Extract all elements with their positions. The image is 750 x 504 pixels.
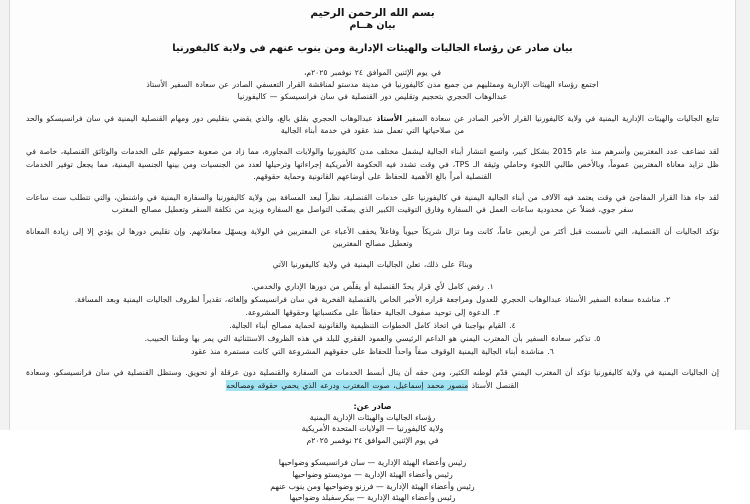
signer-line: رئيس وأعضاء الهيئة الإدارية — بيكرسفيلد وضواحيها [289,493,456,503]
closing-highlighted-text: منصور محمد إسماعيل، صوت المغترب ودرعه الذي يحمي حقوقه ومصالحه [226,380,469,390]
issued-by-line: في يوم الإثنين الموافق ٢٤ نوفمبر ٢٠٢٥م [306,435,439,445]
signers-block [26,457,719,504]
issued-by-line: ولاية كاليفورنيا — الولايات المتحدة الأمريكية [301,424,444,434]
document-page [9,0,736,503]
paragraph-surprise-decision: لقد جاء هذا القرار المفاجئ في وقت يعتمد فيه الآلاف من أبناء الجالية اليمنية في كاليفورنيا على خدمات القنصلية، نظراً لبعد المسافة بين ولاية كاليفورنيا والسفارة اليمنية في واشنطن، والتي تتطلب ست ساعات سفر جوي، فضلاً عن محدودية ساعات العمل في السفارة وفارق التوقيت الكبير الذي يصعّب التواصل مع السفارة ويزيد من تكلفة السفر وتعطيل مصالح المغترب [26,193,719,215]
resolution-item: ٦. مناشدة أبناء الجالية اليمنية الوقوف صفاً واحداً للحفاظ على حقوقهم المشروعة التي كانت مستمرة منذ عقود [191,347,554,357]
paragraph-growth: لقد تضاعف عدد المغتربين وأسرهم منذ عام 2015 بشكل كبير، واتسع انتشار أبناء الجالية ليشمل مختلف مدن كاليفورنيا والولايات المجاورة، مما زاد من صعوبة حصولهم على الخدمات والوثائق القنصلية، خاصة في ظل تزايد معاناة المغتربين عموماً، وبالأخص طالبي اللجوء وحاملي وثيقة الـ TPS، في وقت تشدد فيه الحكومة الأمريكية إجراءاتها وترحيلها لعدد من الجنسيات ومن بينها الجنسية اليمنية، مما يجعل توفير الخدمات القنصلية أمراً بالغ الأهمية للحفاظ على أوضاعهم القانونية وحماية حقوقهم. [26,147,719,181]
resolutions-list [26,281,719,359]
issued-by-label: صادر عن: [353,402,392,412]
resolution-item: ١. رفض كامل لأي قرار يحدّ القنصلية أو يقلّص من دورها الإداري والخدمي. [251,281,494,291]
intro-line-2: اجتمع رؤساء الهيئات الإدارية وممثليهم من جميع مدن كاليفورنيا في مدينة مدستو لمناقشة القرار التعسفي الصادر عن سعادة السفير الأستاذ [146,80,599,90]
paragraph-text-after: عبدالوهاب الحجري بقلق بالغ، والذي يقضي بتقليص دور ومهام القنصلية اليمنية في سان فرانسيسكو والحد من صلاحياتها التي تعمل منذ عقود في خدمة أبناء الجالية [26,113,465,135]
resolution-item: ٣. الدعوة إلى توحيد صفوف الجالية حفاظاً على مكتسباتها وحقوقها المشروعة. [245,307,500,317]
signer-line: رئيس وأعضاء الهيئة الإدارية — سان فرانسيسكو وضواحيها [278,457,467,467]
closing-paragraph [26,367,719,392]
basmala-heading: بسم الله الرحمن الرحيم [310,7,435,19]
declaration-lead: وبناءً على ذلك، تعلن الجاليات اليمنية في ولاية كاليفورنيا الآتي [272,260,473,270]
resolution-item: ٤. القيام بواجبنا في اتخاذ كامل الخطوات التنظيمية والقانونية لحماية مصالح أبناء الجالية. [229,321,516,331]
issued-by-line: رؤساء الجاليات والهيئات الإدارية اليمنية [309,413,436,423]
resolution-item: ٢. مناشدة سعادة السفير الأستاذ عبدالوهاب الحجري للعدول ومراجعة قراره الأخير الخاص بالقنصلية الفخرية في سان فرانسيسكو وإلغائه، تقديراً لظروف الجاليات اليمنية وبعد المسافة. [74,294,671,304]
paragraph-bold-run: الأستاذ [376,113,403,123]
statement-subtitle: بيان صادر عن رؤساء الجاليات والهيئات الإدارية ومن ينوب عنهم في ولاية كاليفورنيا [172,43,573,54]
intro-block [26,67,719,104]
resolution-item: ٥. تذكير سعادة السفير بأن المغترب اليمني هو الداعم الرئيسي والعمود الفقري للبلد في هذه الظروف الاستثنائية التي يمر بها وطننا الحبيب. [144,334,601,344]
intro-line-3: عبدالوهاب الحجري بتحجيم وتقليص دور القنصلية في سان فرانسيسكو — كاليفورنيا [237,92,508,102]
paragraph-follow-up [26,113,719,138]
paragraph-text-before: تتابع الجاليات والهيئات الإدارية اليمنية في ولاية كاليفورنيا القرار الأخير الصادر عن سعادة السفير [402,113,719,123]
statement-kicker: بيان هــام [349,20,396,32]
signer-line: رئيس وأعضاء الهيئة الإدارية — فرزنو وضواحيها ومن ينوب عنهم [270,481,475,491]
intro-date-line: في يوم الإثنين الموافق ٢٤ نوفمبر ٢٠٢٥م، [303,67,442,77]
signer-line: رئيس وأعضاء الهيئة الإدارية — موديستو وضواحيها [292,469,453,479]
closing-plain-text: إن الجاليات اليمنية في ولاية كاليفورنيا تؤكد أن المغترب اليمني قدّم لوطنه الكثير، ومن حقه أن ينال أبسط الخدمات من السفارة والقنصلية دون عرقلة أو تحويق. وستظل القنصلية في سان فرانسيسكو، وسعادة القنصل الأستاذ [26,368,719,390]
paragraph-consulate-role: تؤكد الجاليات أن القنصلية، التي تأسست قبل أكثر من أربعين عاماً، كانت وما تزال شريكاً حيوياً وفاعلاً يخفف الأعباء عن المغتربين في الولاية ويسهّل معاملاتهم. وإن تقليص دورها لن يؤدي إلا إلى زيادة المعاناة وتعطيل مصالح المغتربين [26,226,719,248]
